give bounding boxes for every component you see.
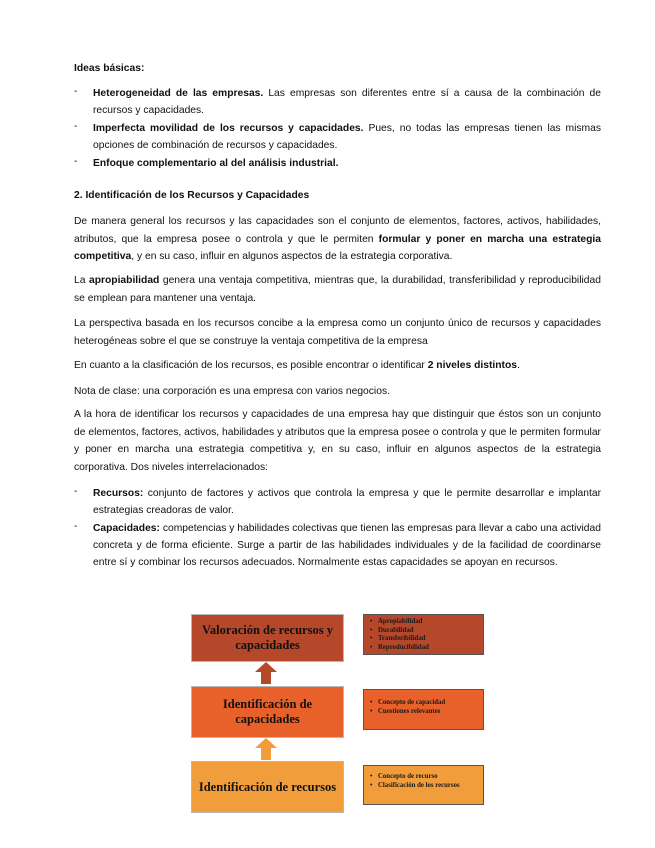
bullet-durabilidad: • Durabilidad bbox=[378, 627, 477, 636]
section-heading: 2. Identificación de los Recursos y Capacidades bbox=[74, 190, 310, 201]
idea-item-1-bold: Heterogeneidad de las empresas. bbox=[93, 88, 264, 99]
dash: - bbox=[74, 486, 78, 497]
idea-item-3 bbox=[93, 155, 601, 172]
paragraph-definition bbox=[74, 213, 601, 266]
side-capacidades bbox=[363, 689, 484, 730]
idea-item-1 bbox=[93, 85, 601, 119]
bullet-cuestiones: • Cuestiones relevantes bbox=[378, 708, 477, 717]
p2-c: genera una ventaja competitiva, mientras que, la durabilidad, transferibilidad y reproducibilidad se emplean para mantener una ventaja. bbox=[74, 275, 601, 304]
p2-a: La bbox=[74, 275, 89, 286]
side-recursos bbox=[363, 765, 484, 805]
dash: - bbox=[74, 156, 78, 167]
arrow-up-icon bbox=[254, 662, 278, 684]
dash: - bbox=[74, 521, 78, 532]
level-recursos-text: conjunto de factores y activos que controla la empresa y que le permite desarrollar e implantar estrategias creadoras de valor. bbox=[93, 488, 601, 516]
p1-c: , y en su caso, influir en algunos aspectos de la estrategia corporativa. bbox=[131, 251, 453, 262]
box-valoracion-title: Valoración de recursos y capacidades bbox=[202, 623, 333, 652]
p2-b: apropiabilidad bbox=[88, 275, 160, 286]
ideas-heading: Ideas básicas: bbox=[74, 63, 145, 74]
dash: - bbox=[74, 121, 78, 132]
idea-item-3-bold: Enfoque complementario al del análisis industrial. bbox=[93, 158, 339, 169]
level-capacidades-text: competencias y habilidades colectivas que tienen las empresas para llevar a cabo una actividad concreta y de forma eficiente. Surge a partir de las habilidades individuales y de la facilidad de coordinarse entre sí y combinar los recursos adecuados. Normalmente estas capacidades se apoyan en recursos. bbox=[93, 523, 601, 568]
level-recursos-bold: Recursos: bbox=[93, 488, 144, 499]
p4-a: En cuanto a la clasificación de los recursos, es posible encontrar o identificar bbox=[74, 360, 428, 371]
bullet-transferibilidad: • Transferibilidad bbox=[378, 635, 477, 644]
box-recursos bbox=[191, 761, 344, 813]
idea-item-2 bbox=[93, 120, 601, 154]
level-recursos bbox=[93, 485, 601, 519]
side-valoracion bbox=[363, 614, 484, 655]
p1-a: De manera general los recursos y las capacidades son el conjunto de elementos, factores, activos, habilidades, atributos, que la empresa posee o controla y que le permiten bbox=[74, 216, 601, 245]
box-capacidades-title: Identificación de capacidades bbox=[222, 697, 313, 726]
box-capacidades bbox=[191, 686, 344, 738]
level-capacidades bbox=[93, 520, 601, 571]
paragraph-apropiabilidad bbox=[74, 272, 601, 307]
bullet-concepto-recurso: • Concepto de recurso bbox=[378, 773, 477, 782]
paragraph-nota: Nota de clase: una corporación es una empresa con varios negocios. bbox=[74, 386, 390, 397]
p4-b: 2 niveles distintos bbox=[427, 360, 517, 371]
idea-item-2-bold: Imperfecta movilidad de los recursos y capacidades. bbox=[93, 123, 364, 134]
paragraph-identificar: A la hora de identificar los recursos y capacidades de una empresa hay que distinguir que éstos son un conjunto de elementos, factores, activos, habilidades y atributos que la empresa posee o controla y que le permiten formular y poner en marcha una estrategia competitiva y, en su caso, influir en algunos aspectos de la estrategia corporativa. Dos niveles interrelacionados: bbox=[74, 409, 601, 473]
box-recursos-title: Identificación de recursos bbox=[198, 779, 337, 794]
idea-item-2-text: Pues, no todas las empresas tienen las mismas opciones de combinación de recursos y capacidades. bbox=[93, 123, 602, 151]
arrow-up-icon bbox=[254, 738, 278, 760]
bullet-reproducibilidad: • Reproducibilidad bbox=[378, 644, 477, 653]
paragraph-clasificacion bbox=[74, 357, 601, 375]
dash: - bbox=[74, 86, 78, 97]
box-valoracion bbox=[191, 614, 344, 662]
paragraph-perspectiva: La perspectiva basada en los recursos concibe a la empresa como un conjunto único de recursos y capacidades heterogéneas sobre el que se construye la ventaja competitiva de la empresa bbox=[74, 318, 601, 347]
level-capacidades-bold: Capacidades: bbox=[93, 523, 160, 534]
p1-b: formular y poner en marcha una estrategia competitiva bbox=[74, 233, 601, 262]
p4-c: . bbox=[517, 360, 520, 371]
bullet-concepto-capacidad: • Concepto de capacidad bbox=[378, 699, 477, 708]
bullet-apropiabilidad: • Apropiabilidad bbox=[378, 618, 477, 627]
idea-item-1-text: Las empresas son diferentes entre sí a causa de la combinación de recursos y capacidades. bbox=[93, 88, 601, 116]
bullet-clasificacion: • Clasificación de los recursos bbox=[378, 782, 477, 791]
